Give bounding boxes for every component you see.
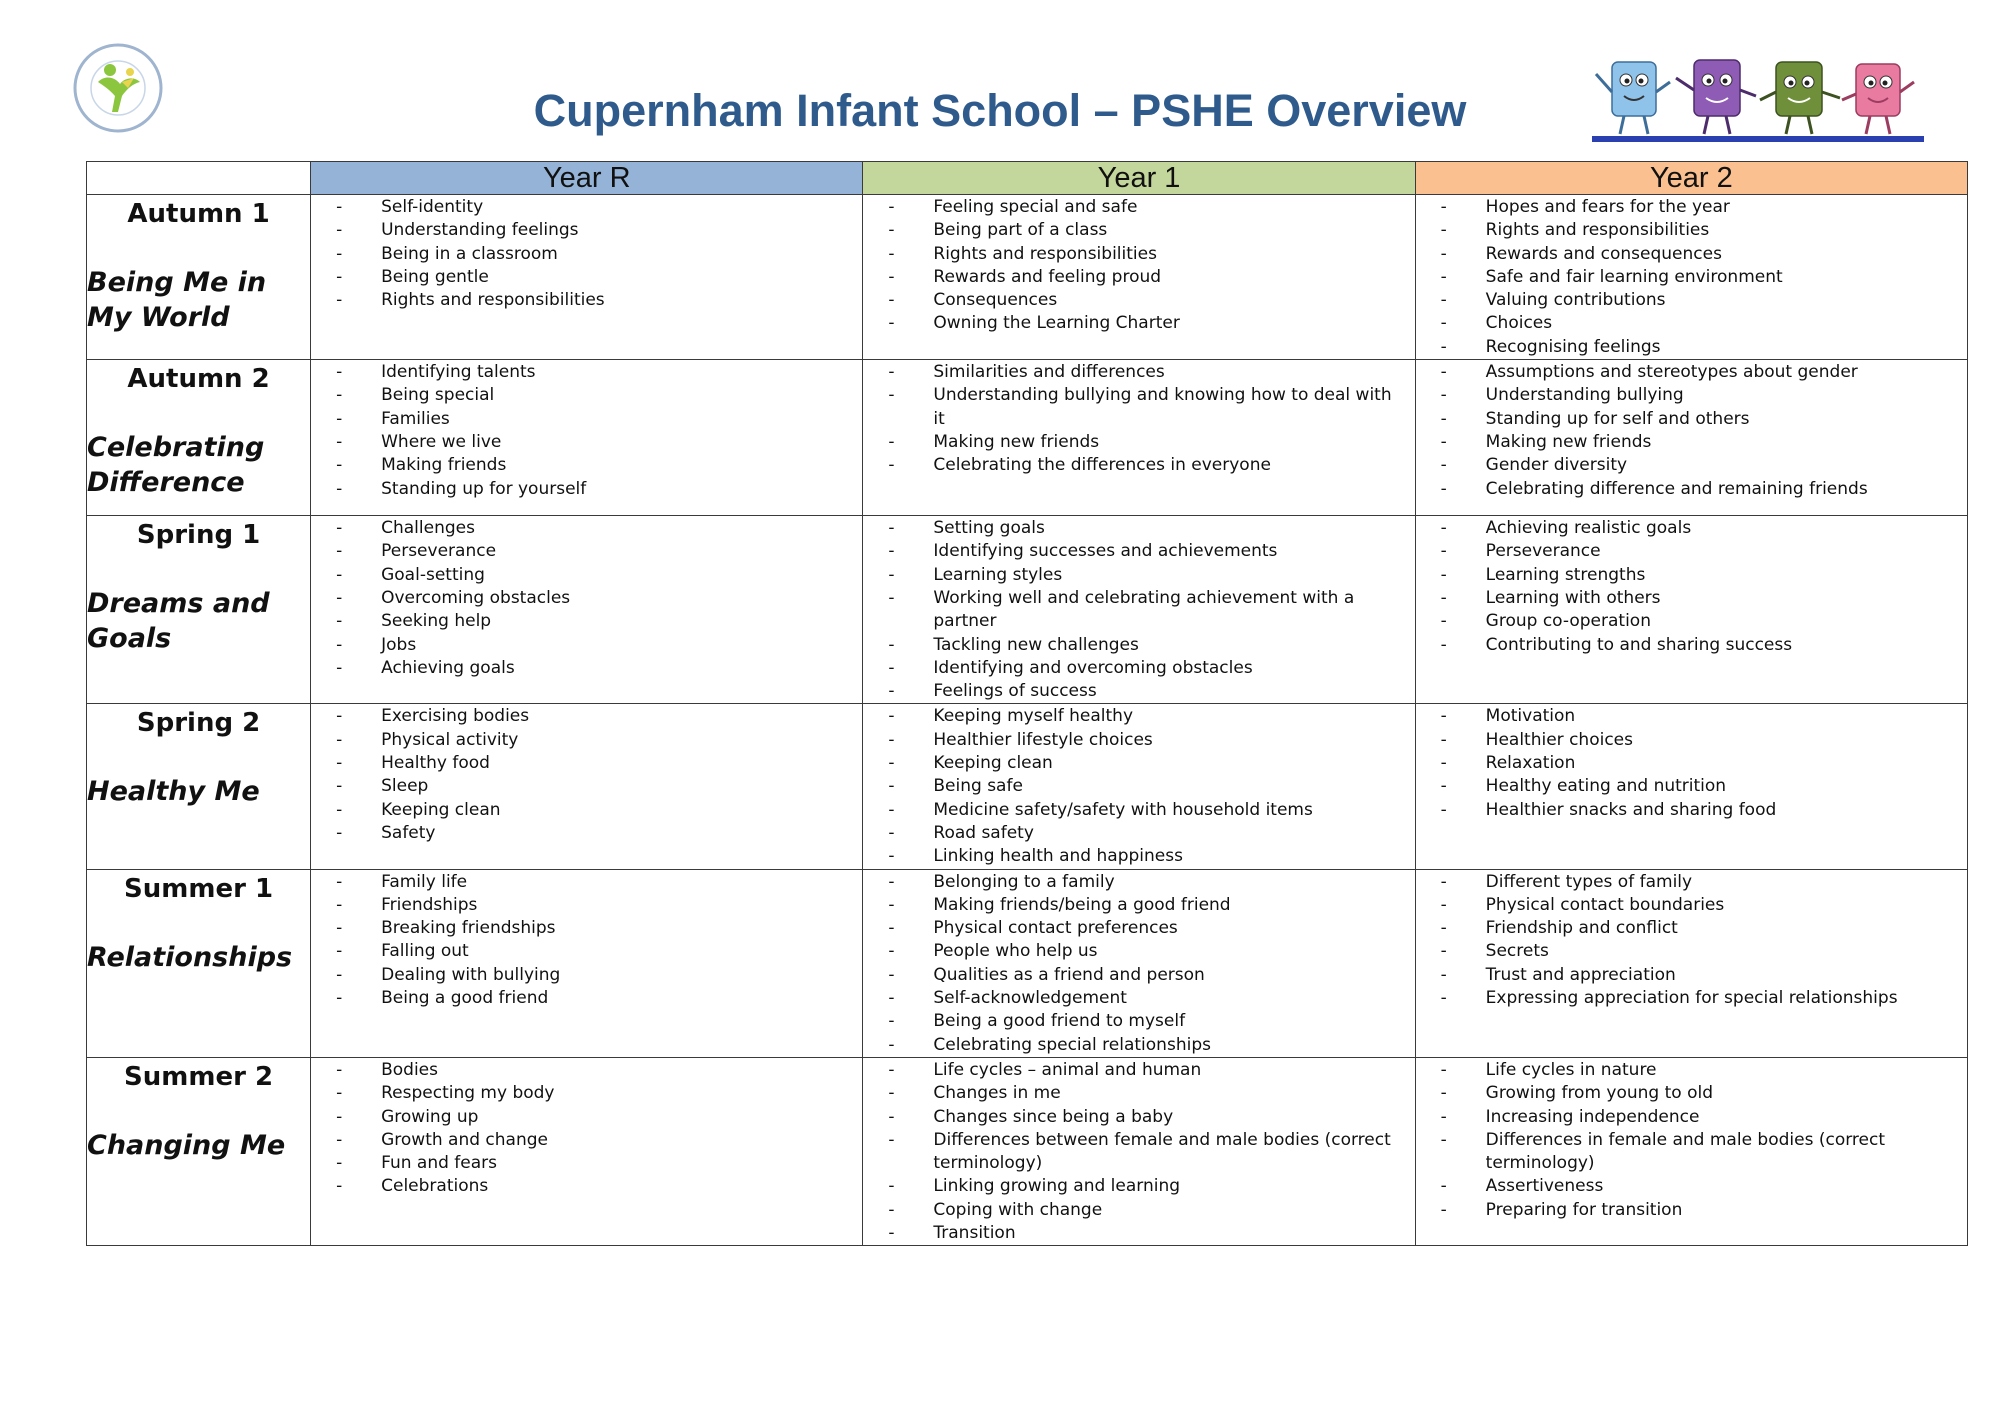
topic-item: - Motivation bbox=[1416, 705, 1967, 728]
topic-list bbox=[311, 516, 862, 680]
topic-list bbox=[1416, 870, 1967, 1011]
topic-item: - Learning with others bbox=[1416, 587, 1967, 610]
purple-puzzle-mascot bbox=[1676, 60, 1756, 134]
term-label-cell bbox=[87, 516, 311, 704]
topic-item: - Being in a classroom bbox=[311, 243, 862, 266]
topic-item: - Overcoming obstacles bbox=[311, 587, 862, 610]
topic-item: - Fun and fears bbox=[311, 1152, 862, 1175]
year-2-header: Year 2 bbox=[1415, 162, 1967, 195]
topic-item: - Identifying successes and achievements bbox=[863, 540, 1414, 563]
topic-item: - Contributing to and sharing success bbox=[1416, 634, 1967, 657]
term-name: Summer 1 bbox=[124, 873, 274, 904]
topics-cell-year-r bbox=[311, 1057, 863, 1245]
pshe-overview-table bbox=[86, 161, 1968, 1246]
topic-item: - Rights and responsibilities bbox=[311, 289, 862, 312]
topic-item: - Valuing contributions bbox=[1416, 289, 1967, 312]
topic-item: - Rights and responsibilities bbox=[1416, 219, 1967, 242]
topic-list bbox=[311, 870, 862, 1011]
topic-item: - Exercising bodies bbox=[311, 705, 862, 728]
topic-item: - Standing up for yourself bbox=[311, 478, 862, 501]
page-title: Cupernham Infant School – PSHE Overview bbox=[533, 85, 1467, 136]
term-label-cell bbox=[87, 869, 311, 1057]
topic-item: - Differences in female and male bodies (correct terminology) bbox=[1416, 1129, 1967, 1176]
topic-item: - Secrets bbox=[1416, 940, 1967, 963]
topic-list bbox=[1416, 704, 1967, 821]
topic-list bbox=[1416, 360, 1967, 501]
topic-item: - Assertiveness bbox=[1416, 1175, 1967, 1198]
topic-item: - Physical contact preferences bbox=[863, 917, 1414, 940]
topic-item: - Self-identity bbox=[311, 196, 862, 219]
term-name: Spring 1 bbox=[136, 520, 261, 551]
term-row bbox=[87, 1057, 1968, 1245]
puzzle-mascots-illustration bbox=[1590, 52, 1926, 144]
topic-list bbox=[311, 704, 862, 845]
topics-cell-year-2 bbox=[1415, 195, 1967, 360]
topics-cell-year-r bbox=[311, 704, 863, 869]
term-name: Autumn 1 bbox=[127, 199, 270, 229]
year-header-row bbox=[87, 162, 1968, 195]
topic-item: - Friendship and conflict bbox=[1416, 917, 1967, 940]
topic-list bbox=[863, 704, 1414, 868]
topic-item: - Identifying talents bbox=[311, 361, 862, 384]
topic-item: - Feeling special and safe bbox=[863, 196, 1414, 219]
blue-puzzle-mascot bbox=[1596, 62, 1670, 134]
topic-item: - Changes in me bbox=[863, 1082, 1414, 1105]
topic-list bbox=[863, 516, 1414, 703]
topic-item: - Being a good friend bbox=[311, 987, 862, 1010]
topic-item: - Achieving realistic goals bbox=[1416, 517, 1967, 540]
term-row bbox=[87, 516, 1968, 704]
topic-item: - Keeping clean bbox=[863, 752, 1414, 775]
topic-item: - Setting goals bbox=[863, 517, 1414, 540]
topic-item: - Healthier lifestyle choices bbox=[863, 729, 1414, 752]
topic-item: - Preparing for transition bbox=[1416, 1199, 1967, 1222]
theme-name: Celebrating Difference bbox=[87, 432, 265, 499]
term-label-cell bbox=[87, 195, 311, 360]
topic-item: - Healthy food bbox=[311, 752, 862, 775]
topics-cell-year-r bbox=[311, 360, 863, 516]
topic-item: - Keeping clean bbox=[311, 799, 862, 822]
topic-item: - Different types of family bbox=[1416, 871, 1967, 894]
topic-item: - Rewards and consequences bbox=[1416, 243, 1967, 266]
topic-item: - Bodies bbox=[311, 1059, 862, 1082]
topic-item: - Working well and celebrating achievement with a partner bbox=[863, 587, 1414, 634]
topic-item: - Being a good friend to myself bbox=[863, 1010, 1414, 1033]
topic-item: - Being part of a class bbox=[863, 219, 1414, 242]
topic-list bbox=[311, 195, 862, 312]
topics-cell-year-r bbox=[311, 516, 863, 704]
topic-item: - Celebrating the differences in everyone bbox=[863, 454, 1414, 477]
topic-item: - Friendships bbox=[311, 894, 862, 917]
topic-item: - Choices bbox=[1416, 312, 1967, 335]
topic-item: - Seeking help bbox=[311, 610, 862, 633]
topic-item: - Recognising feelings bbox=[1416, 336, 1967, 359]
term-row bbox=[87, 704, 1968, 869]
theme-name: Relationships bbox=[87, 941, 293, 973]
topic-item: - Rewards and feeling proud bbox=[863, 266, 1414, 289]
topic-list bbox=[863, 195, 1414, 336]
topics-cell-year-2 bbox=[1415, 360, 1967, 516]
topic-item: - Perseverance bbox=[311, 540, 862, 563]
topic-item: - Learning strengths bbox=[1416, 564, 1967, 587]
topic-item: - Changes since being a baby bbox=[863, 1106, 1414, 1129]
topic-item: - Physical activity bbox=[311, 729, 862, 752]
topic-list bbox=[863, 360, 1414, 477]
topics-cell-year-r bbox=[311, 869, 863, 1057]
topic-item: - Growth and change bbox=[311, 1129, 862, 1152]
topic-list bbox=[311, 360, 862, 501]
topic-item: - Healthier snacks and sharing food bbox=[1416, 799, 1967, 822]
topic-item: - Physical contact boundaries bbox=[1416, 894, 1967, 917]
topic-item: - Medicine safety/safety with household items bbox=[863, 799, 1414, 822]
topic-list bbox=[863, 870, 1414, 1057]
topic-item: - Growing up bbox=[311, 1106, 862, 1129]
topic-item: - Safe and fair learning environment bbox=[1416, 266, 1967, 289]
topic-item: - Being gentle bbox=[311, 266, 862, 289]
topic-item: - Family life bbox=[311, 871, 862, 894]
topics-cell-year-1 bbox=[863, 869, 1415, 1057]
topic-item: - Making new friends bbox=[863, 431, 1414, 454]
term-row bbox=[87, 360, 1968, 516]
topic-item: - Tackling new challenges bbox=[863, 634, 1414, 657]
term-label-cell bbox=[87, 1057, 311, 1245]
theme-name: Healthy Me bbox=[87, 776, 260, 808]
topic-item: - Understanding bullying and knowing how to deal with it bbox=[863, 384, 1414, 431]
topic-item: - Gender diversity bbox=[1416, 454, 1967, 477]
topic-item: - Being special bbox=[311, 384, 862, 407]
term-name: Spring 2 bbox=[136, 708, 261, 739]
topic-item: - Making new friends bbox=[1416, 431, 1967, 454]
topic-item: - Expressing appreciation for special relationships bbox=[1416, 987, 1967, 1010]
green-puzzle-mascot bbox=[1760, 62, 1840, 134]
topic-list bbox=[1416, 516, 1967, 657]
topic-item: - Falling out bbox=[311, 940, 862, 963]
topic-item: - Hopes and fears for the year bbox=[1416, 196, 1967, 219]
topic-item: - Belonging to a family bbox=[863, 871, 1414, 894]
topic-list bbox=[311, 1058, 862, 1199]
topic-item: - Rights and responsibilities bbox=[863, 243, 1414, 266]
topic-item: - Linking health and happiness bbox=[863, 845, 1414, 868]
topic-item: - Differences between female and male bodies (correct terminology) bbox=[863, 1129, 1414, 1176]
topic-item: - Linking growing and learning bbox=[863, 1175, 1414, 1198]
topic-item: - Families bbox=[311, 408, 862, 431]
topic-item: - Owning the Learning Charter bbox=[863, 312, 1414, 335]
term-row bbox=[87, 195, 1968, 360]
topic-item: - Group co-operation bbox=[1416, 610, 1967, 633]
topic-item: - Jobs bbox=[311, 634, 862, 657]
topic-item: - Road safety bbox=[863, 822, 1414, 845]
term-row bbox=[87, 869, 1968, 1057]
topic-item: - People who help us bbox=[863, 940, 1414, 963]
theme-name: Dreams and Goals bbox=[87, 588, 270, 655]
topic-item: - Making friends bbox=[311, 454, 862, 477]
topic-item: - Challenges bbox=[311, 517, 862, 540]
topic-item: - Growing from young to old bbox=[1416, 1082, 1967, 1105]
topic-item: - Where we live bbox=[311, 431, 862, 454]
topic-item: - Perseverance bbox=[1416, 540, 1967, 563]
topic-item: - Consequences bbox=[863, 289, 1414, 312]
topic-item: - Goal-setting bbox=[311, 564, 862, 587]
term-name: Summer 2 bbox=[124, 1061, 274, 1092]
topics-cell-year-1 bbox=[863, 704, 1415, 869]
topic-item: - Coping with change bbox=[863, 1199, 1414, 1222]
year-r-header: Year R bbox=[311, 162, 863, 195]
topic-item: - Dealing with bullying bbox=[311, 964, 862, 987]
topic-list bbox=[1416, 195, 1967, 359]
topic-item: - Breaking friendships bbox=[311, 917, 862, 940]
pink-puzzle-mascot bbox=[1842, 64, 1914, 134]
year-1-header: Year 1 bbox=[863, 162, 1415, 195]
topic-item: - Life cycles in nature bbox=[1416, 1059, 1967, 1082]
topics-cell-year-2 bbox=[1415, 1057, 1967, 1245]
topic-item: - Relaxation bbox=[1416, 752, 1967, 775]
topic-list bbox=[863, 1058, 1414, 1245]
term-label-cell bbox=[87, 704, 311, 869]
topics-cell-year-2 bbox=[1415, 516, 1967, 704]
topic-item: - Respecting my body bbox=[311, 1082, 862, 1105]
topic-item: - Assumptions and stereotypes about gender bbox=[1416, 361, 1967, 384]
topics-cell-year-r bbox=[311, 195, 863, 360]
term-label-cell bbox=[87, 360, 311, 516]
topic-item: - Achieving goals bbox=[311, 657, 862, 680]
topic-item: - Trust and appreciation bbox=[1416, 964, 1967, 987]
topic-item: - Standing up for self and others bbox=[1416, 408, 1967, 431]
topic-item: - Qualities as a friend and person bbox=[863, 964, 1414, 987]
topics-cell-year-2 bbox=[1415, 869, 1967, 1057]
theme-name: Being Me in My World bbox=[87, 267, 267, 333]
topics-cell-year-2 bbox=[1415, 704, 1967, 869]
topic-item: - Keeping myself healthy bbox=[863, 705, 1414, 728]
topic-item: - Safety bbox=[311, 822, 862, 845]
topic-item: - Celebrating special relationships bbox=[863, 1034, 1414, 1057]
topics-cell-year-1 bbox=[863, 1057, 1415, 1245]
topic-item: - Understanding bullying bbox=[1416, 384, 1967, 407]
topic-item: - Sleep bbox=[311, 775, 862, 798]
topic-item: - Increasing independence bbox=[1416, 1106, 1967, 1129]
topic-list bbox=[1416, 1058, 1967, 1222]
topic-item: - Feelings of success bbox=[863, 680, 1414, 703]
corner-cell bbox=[87, 162, 311, 195]
topic-item: - Learning styles bbox=[863, 564, 1414, 587]
topics-cell-year-1 bbox=[863, 516, 1415, 704]
topic-item: - Identifying and overcoming obstacles bbox=[863, 657, 1414, 680]
topic-item: - Similarities and differences bbox=[863, 361, 1414, 384]
topic-item: - Transition bbox=[863, 1222, 1414, 1245]
topic-item: - Understanding feelings bbox=[311, 219, 862, 242]
topic-item: - Life cycles – animal and human bbox=[863, 1059, 1414, 1082]
topic-item: - Celebrations bbox=[311, 1175, 862, 1198]
topic-item: - Self-acknowledgement bbox=[863, 987, 1414, 1010]
topics-cell-year-1 bbox=[863, 360, 1415, 516]
term-name: Autumn 2 bbox=[127, 364, 270, 395]
topic-item: - Celebrating difference and remaining friends bbox=[1416, 478, 1967, 501]
topic-item: - Making friends/being a good friend bbox=[863, 894, 1414, 917]
topic-item: - Being safe bbox=[863, 775, 1414, 798]
topics-cell-year-1 bbox=[863, 195, 1415, 360]
topic-item: - Healthier choices bbox=[1416, 729, 1967, 752]
topic-item: - Healthy eating and nutrition bbox=[1416, 775, 1967, 798]
theme-name: Changing Me bbox=[87, 1129, 286, 1161]
